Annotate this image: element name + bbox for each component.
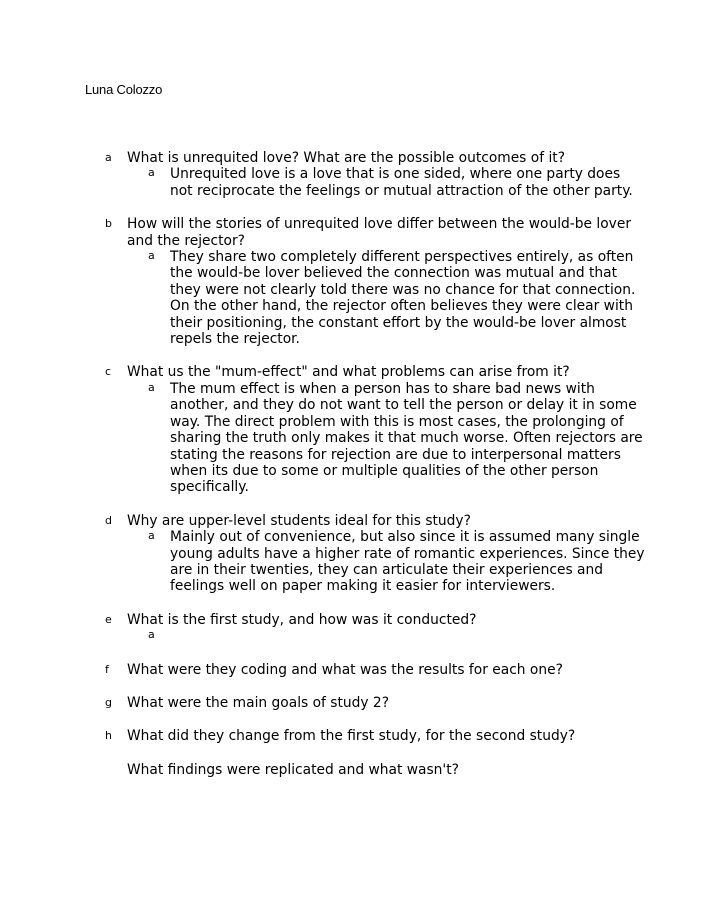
question-item [0, 695, 714, 711]
question-marker: g [105, 695, 112, 709]
answer-text[interactable] [170, 628, 645, 644]
question-marker: c [105, 365, 112, 379]
question-marker: b [105, 217, 112, 231]
question-item [0, 662, 714, 678]
question-text[interactable]: How will the stories of unrequited love differ between the would-be lover and the rejector? [127, 216, 631, 249]
question-text[interactable]: What were they coding and what was the results for each one? [127, 661, 563, 678]
question-list [0, 150, 714, 795]
answer-item [0, 381, 714, 496]
author-name: Luna Colozzo [85, 82, 163, 97]
question-text[interactable]: What is the first study, and how was it conducted? [127, 611, 477, 628]
answer-marker: a [148, 628, 155, 642]
answer-marker: a [148, 166, 155, 180]
question-text[interactable]: What is unrequited love? What are the possible outcomes of it? [127, 150, 566, 166]
answer-text[interactable]: Unrequited love is a love that is one sided, where one party does not reciprocate the feelings or mutual attraction of the other party. [170, 166, 633, 199]
question-item [0, 612, 714, 645]
question-item [0, 728, 714, 778]
question-text[interactable]: What us the "mum-effect" and what problems can arise from it? [127, 364, 570, 381]
question-text[interactable]: What did they change from the first study, for the second study? [127, 728, 576, 745]
answer-text[interactable]: They share two completely different perspectives entirely, as often the would-be lover believed the connection was mutual and that they were not clearly told there was no chance for that connection. On the other hand, the rejector often believes they were clear with their positioning, the constant effort by the would-be lover almost repels the rejector. [170, 249, 636, 348]
question-item [0, 513, 714, 595]
question-marker: a [105, 151, 112, 164]
answer-marker: a [148, 249, 155, 263]
question-marker: f [105, 662, 109, 676]
question-item [0, 364, 714, 495]
question-followup-text[interactable]: What findings were replicated and what wasn't? [127, 761, 459, 778]
question-marker: d [105, 513, 112, 527]
question-text[interactable]: Why are upper-level students ideal for this study? [127, 512, 471, 529]
question-marker: h [105, 729, 112, 743]
question-marker: e [105, 612, 112, 626]
question-item [0, 150, 714, 199]
answer-item [0, 166, 714, 199]
question-item [0, 216, 714, 347]
answer-marker: a [148, 529, 155, 543]
answer-text[interactable]: Mainly out of convenience, but also since it is assumed many single young adults have a higher rate of romantic experiences. Since they are in their twenties, they can articulate their experiences and feelings well on paper making it easier for interviewers. [170, 529, 645, 595]
answer-item [0, 249, 714, 347]
question-text[interactable]: What were the main goals of study 2? [127, 694, 390, 711]
answer-item [0, 529, 714, 595]
answer-item [0, 628, 714, 644]
answer-marker: a [148, 380, 155, 394]
answer-text[interactable]: The mum effect is when a person has to share bad news with another, and they do not want to tell the person or delay it in some way. The direct problem with this is most cases, the prolonging of sharing the truth only makes it that much worse. Often rejectors are stating the reasons for rejection are due to interpersonal matters when its due to some or multiple qualities of the other person specifically. [170, 380, 643, 496]
